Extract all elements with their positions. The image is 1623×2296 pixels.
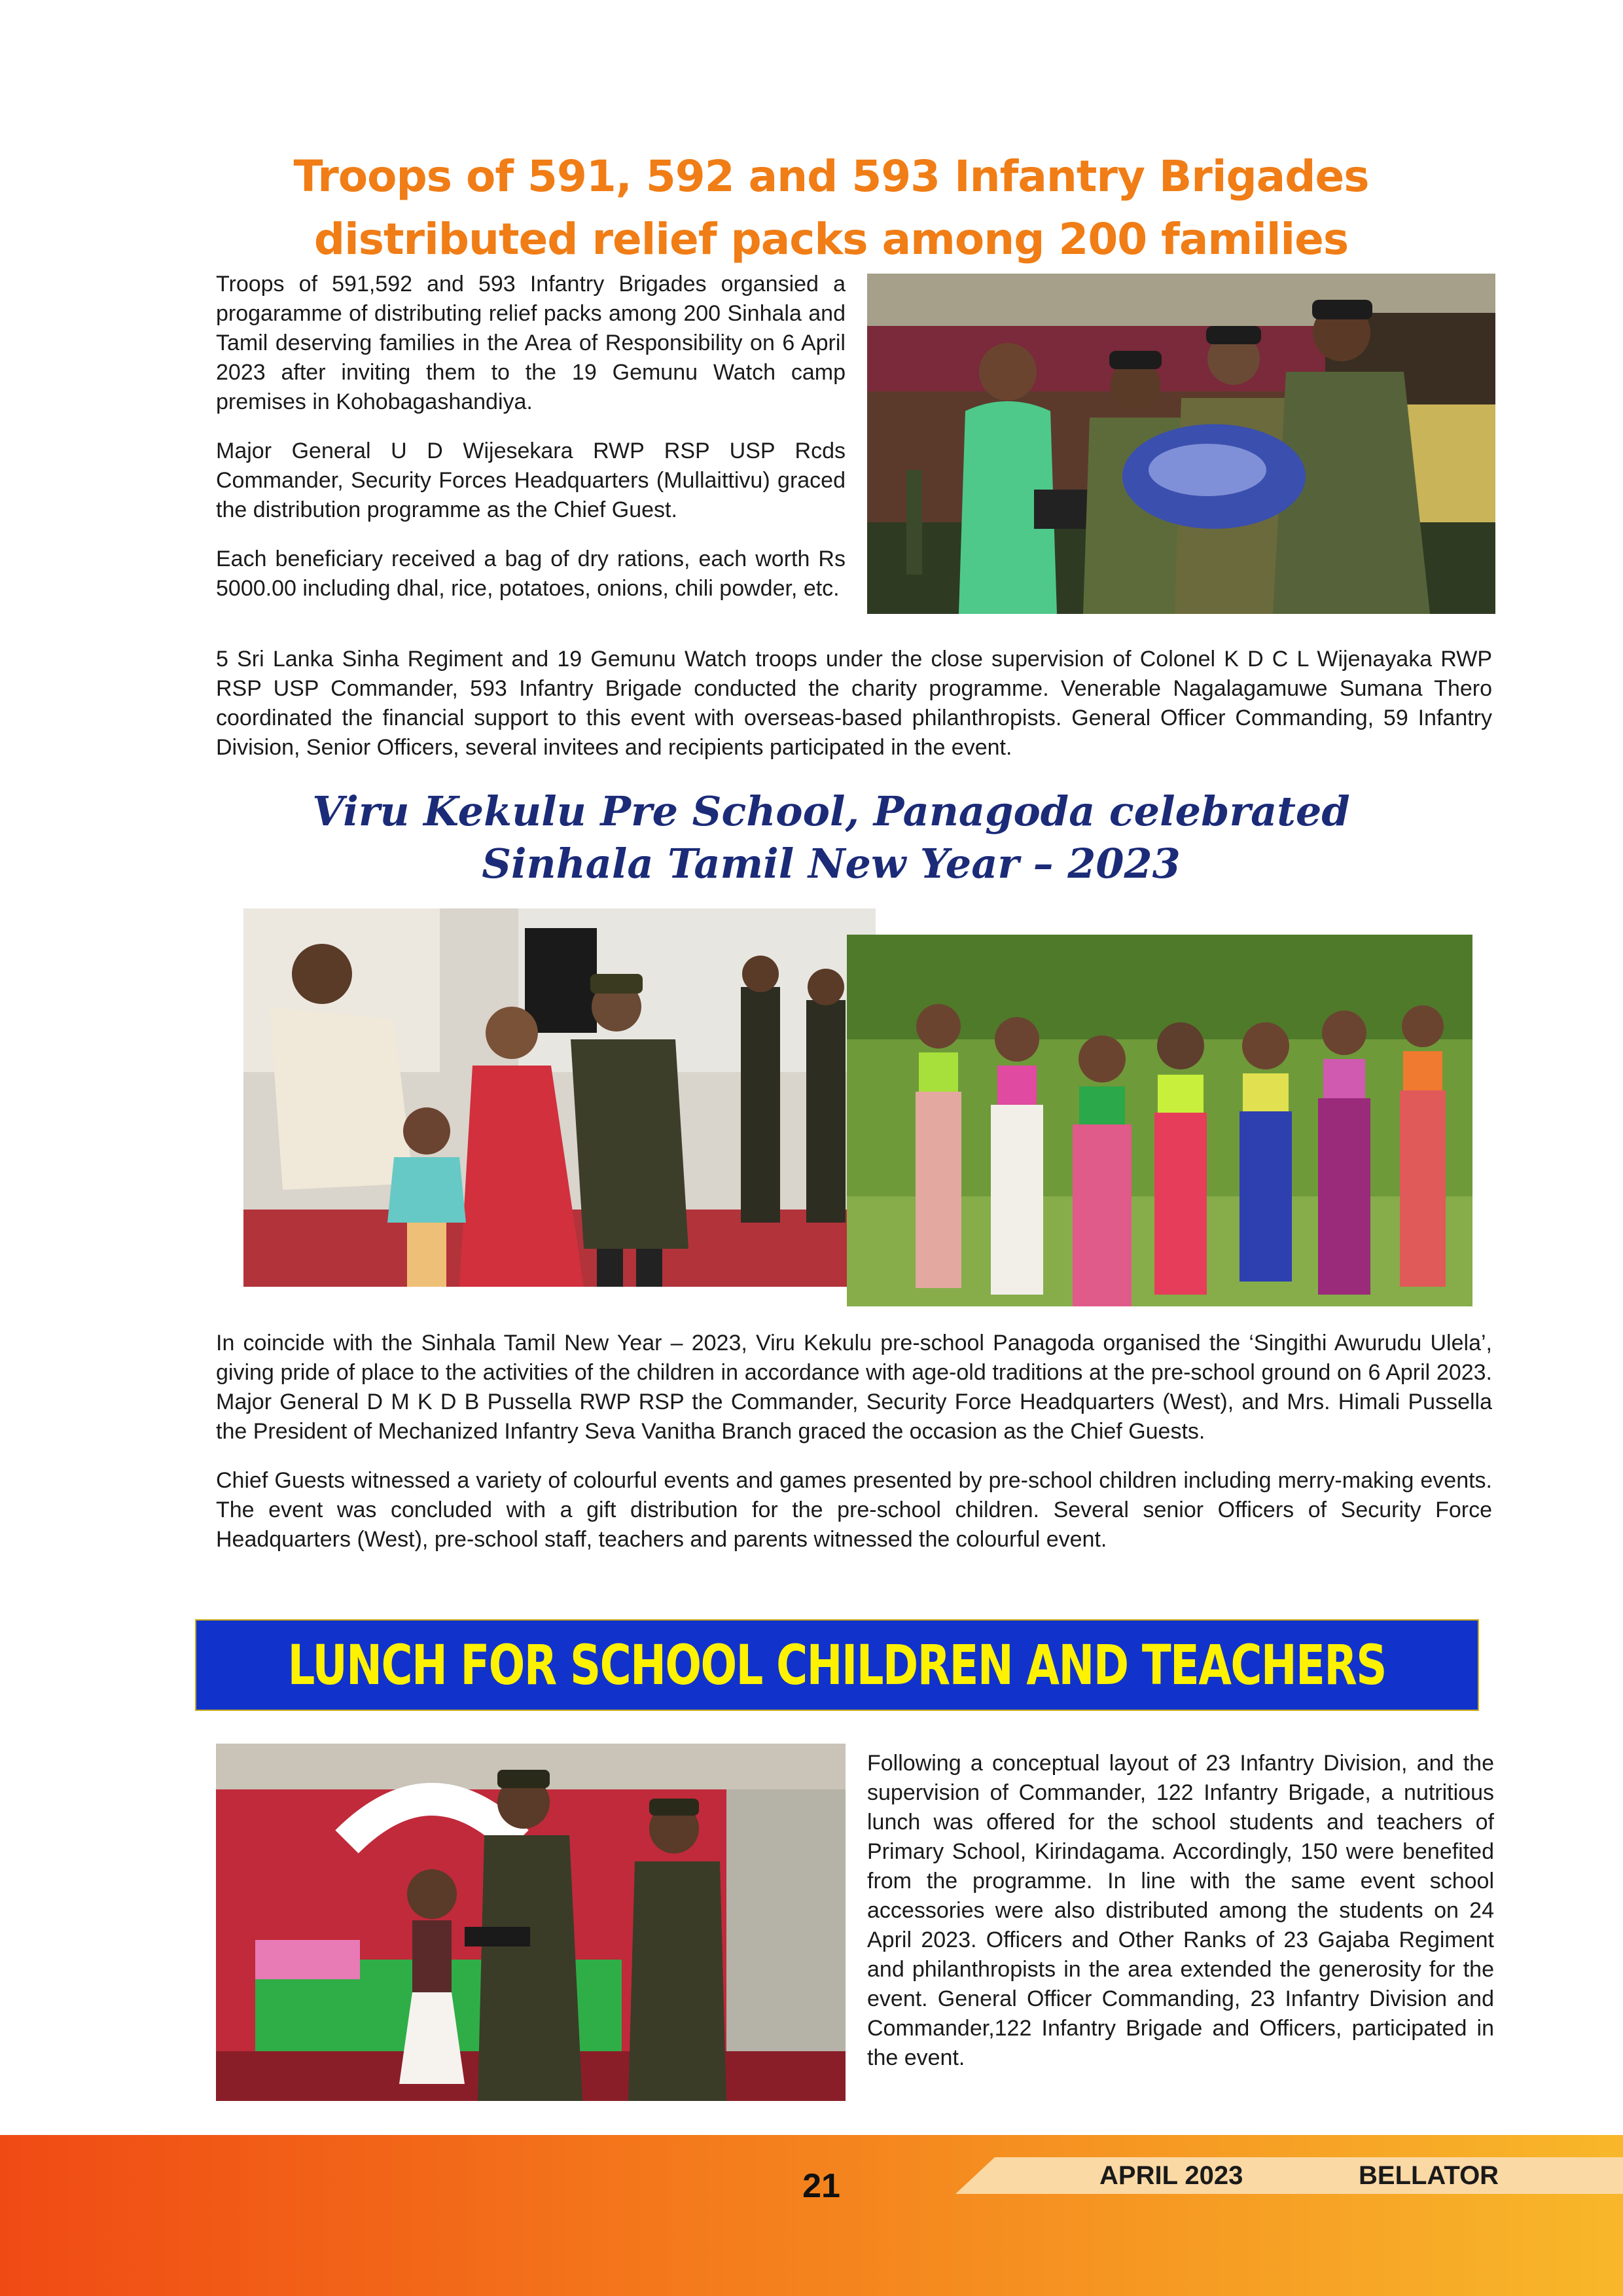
relief-distribution-photo [867, 274, 1495, 614]
article2-title [196, 785, 1466, 890]
article2-title-line2: Sinhala Tamil New Year – 2023 [482, 840, 1181, 888]
lunch-banner-title: LUNCH FOR SCHOOL CHILDREN AND TEACHERS [287, 1633, 1387, 1697]
magazine-name: BELLATOR [1359, 2161, 1499, 2190]
article3-text [867, 1749, 1494, 2073]
article1-title-line1: Troops of 591, 592 and 593 Infantry Brigades [293, 151, 1369, 202]
children-dancing-photo [847, 935, 1472, 1306]
article1-paragraph-3: Each beneficiary received a bag of dry rations, each worth Rs 5000.00 including dhal, rice, potatoes, onions, chili powder, etc. [216, 547, 846, 601]
article1-title-line2: distributed relief packs among 200 families [313, 214, 1349, 264]
article2-paragraph-1: In coincide with the Sinhala Tamil New Year – 2023, Viru Kekulu pre-school Panagoda organised the ‘Singithi Awurudu Ulela’, giving pride of place to the activities of the children in accordance with age-old traditions at the pre-school ground on 6 April 2023. Major General D M K D B Pussella RWP RSP the Commander, Security Force Headquarters (West), and Mrs. Himali Pussella the President of Mechanized Infantry Seva Vanitha Branch graced the occasion as the Chief Guests. [216, 1331, 1492, 1444]
page-number: 21 [802, 2167, 840, 2205]
article2-paragraph-2: Chief Guests witnessed a variety of colourful events and games presented by pre-school children including merry-making events. The event was concluded with a gift distribution for the pre-school children. Several senior Officers of Security Force Headquarters (West), pre-school staff, teachers and parents witnessed the colourful event. [216, 1468, 1492, 1552]
issue-date: APRIL 2023 [1099, 2161, 1243, 2190]
article2-title-line1: Viru Kekulu Pre School, Panagoda celebrated [312, 787, 1350, 835]
article1-paragraph-2: Major General U D Wijesekara RWP RSP USP Rcds Commander, Security Forces Headquarters (Mullaittivu) graced the distribution programme as the Chief Guest. [216, 439, 846, 522]
footer-strip [955, 2157, 1623, 2194]
article1-left-column [216, 270, 846, 603]
article1-title [196, 145, 1466, 271]
preschool-gift-photo [243, 908, 876, 1287]
article2-text [216, 1329, 1492, 1554]
article1-full-paragraph-container [216, 645, 1492, 762]
article3-paragraph: Following a conceptual layout of 23 Infantry Division, and the supervision of Commander, 122 Infantry Brigade, a nutritious lunch was offered for the school students and teachers of Primary School, Kirindagama. Accordingly, 150 were benefited from the programme. In line with the same event school accessories were also distributed among the students on 24 April 2023. Officers and Other Ranks of 23 Gajaba Regiment and philanthropists in the area extended the generosity for the event. General Officer Commanding, 23 Infantry Division and Commander,122 Infantry Brigade and Officers, participated in the event. [867, 1751, 1494, 2070]
article1-paragraph-1: Troops of 591,592 and 593 Infantry Brigades organsied a progaramme of distributing relief packs among 200 Sinhala and Tamil deserving families in the Area of Responsibility on 6 April 2023 after inviting them to the 19 Gemunu Watch camp premises in Kohobagashandiya. [216, 272, 846, 414]
school-lunch-photo [216, 1744, 846, 2101]
article1-paragraph-4: 5 Sri Lanka Sinha Regiment and 19 Gemunu Watch troops under the close supervision of Colonel K D C L Wijenayaka RWP RSP USP Commander, 593 Infantry Brigade conducted the charity programme. Venerable Nagalagamuwe Sumana Thero coordinated the financial support to this event with overseas-based philanthropists. General Officer Commanding, 59 Infantry Division, Senior Officers, several invitees and recipients participated in the event. [216, 647, 1492, 760]
lunch-banner [195, 1619, 1479, 1711]
